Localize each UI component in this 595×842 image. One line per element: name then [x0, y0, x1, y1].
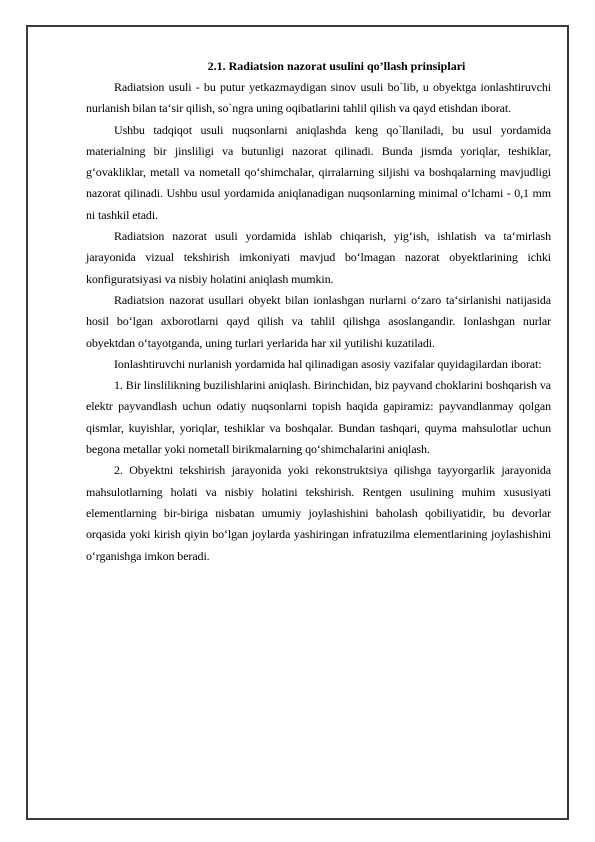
- section-heading: 2.1. Radiatsion nazorat usulini qo’llash prinsiplari: [207, 59, 466, 73]
- list-item: 1. Bir linslilikning buzilishlarini aniqlash. Birinchidan, biz payvand choklarini boshqarish va elektr payvandlash uchun odatiy nuqsonlarni topish haqida gapiramiz: payvandlanmay qolgan qismlar, kuyishlar, yoriqlar, teshiklar va boshqalar. Bundan tashqari, quyma mahsulotlar uchun begona metallar yoki nometall birikmalarning qo‘shimchalarini aniqlash.: [86, 378, 551, 457]
- paragraph: Radiatsion nazorat usuli yordamida ishlab chiqarish, yig‘ish, ishlatish va ta‘mirlash jarayonida vizual tekshirish imkoniyati mavjud bo‘lmagan nazorat obyektlarining ichki konfiguratsiyasi va nisbiy holatini aniqlash mumkin.: [86, 229, 551, 286]
- paragraph: Ushbu tadqiqot usuli nuqsonlarni aniqlashda keng qo`llaniladi, bu usul yordamida materialning bir jinsliligi va butunligi nazorat qilinadi. Bunda jismda yoriqlar, teshiklar, g‘ovakliklar, metall va nometall qo‘shimchalar, qirralarning siljishi va boshqalarning mavjudligi nazorat qilinadi. Ushbu usul yordamida aniqlanadigan nuqsonlarning minimal o‘lchami - 0,1 mm ni tashkil etadi.: [86, 122, 551, 222]
- list-item: 2. Obyektni tekshirish jarayonida yoki rekonstruktsiya qilishga tayyorgarlik jarayonida mahsulotlarning holati va nisbiy holatini tekshirish. Rentgen usulining muhim xususiyati elementlarning bir-biriga nisbatan umumiy joylashishini baholash qobiliyatidir, bu devorlar orqasida yoki kirish qiyin bo‘lgan joylarda yashiringan infratuzilma elementlarining joylashishini o‘rganishga imkon beradi.: [86, 463, 551, 563]
- paragraph: Ionlashtiruvchi nurlanish yordamida hal qilinadigan asosiy vazifalar quyidagilardan iborat:: [114, 356, 542, 371]
- paragraph: Radiatsion nazorat usullari obyekt bilan ionlashgan nurlarni o‘zaro ta‘sirlanishi natijasida hosil bo‘lgan axborotlarni qayd qilish va tahlil qilishga asoslangandir. Ionlashgan nurlar obyektdan o‘tayotganda, uning turlari yerlarida har xil yutilishi kuzatiladi.: [86, 292, 551, 350]
- document-body: [86, 56, 551, 567]
- paragraph: Radiatsion usuli - bu putur yetkazmaydigan sinov usuli bo`lib, u obyektga ionlashtiruvchi nurlanish bilan ta‘sir qilish, so`ngra uning oqibatlarini tahlil qilish va qayd etishdan iborat.: [86, 80, 551, 116]
